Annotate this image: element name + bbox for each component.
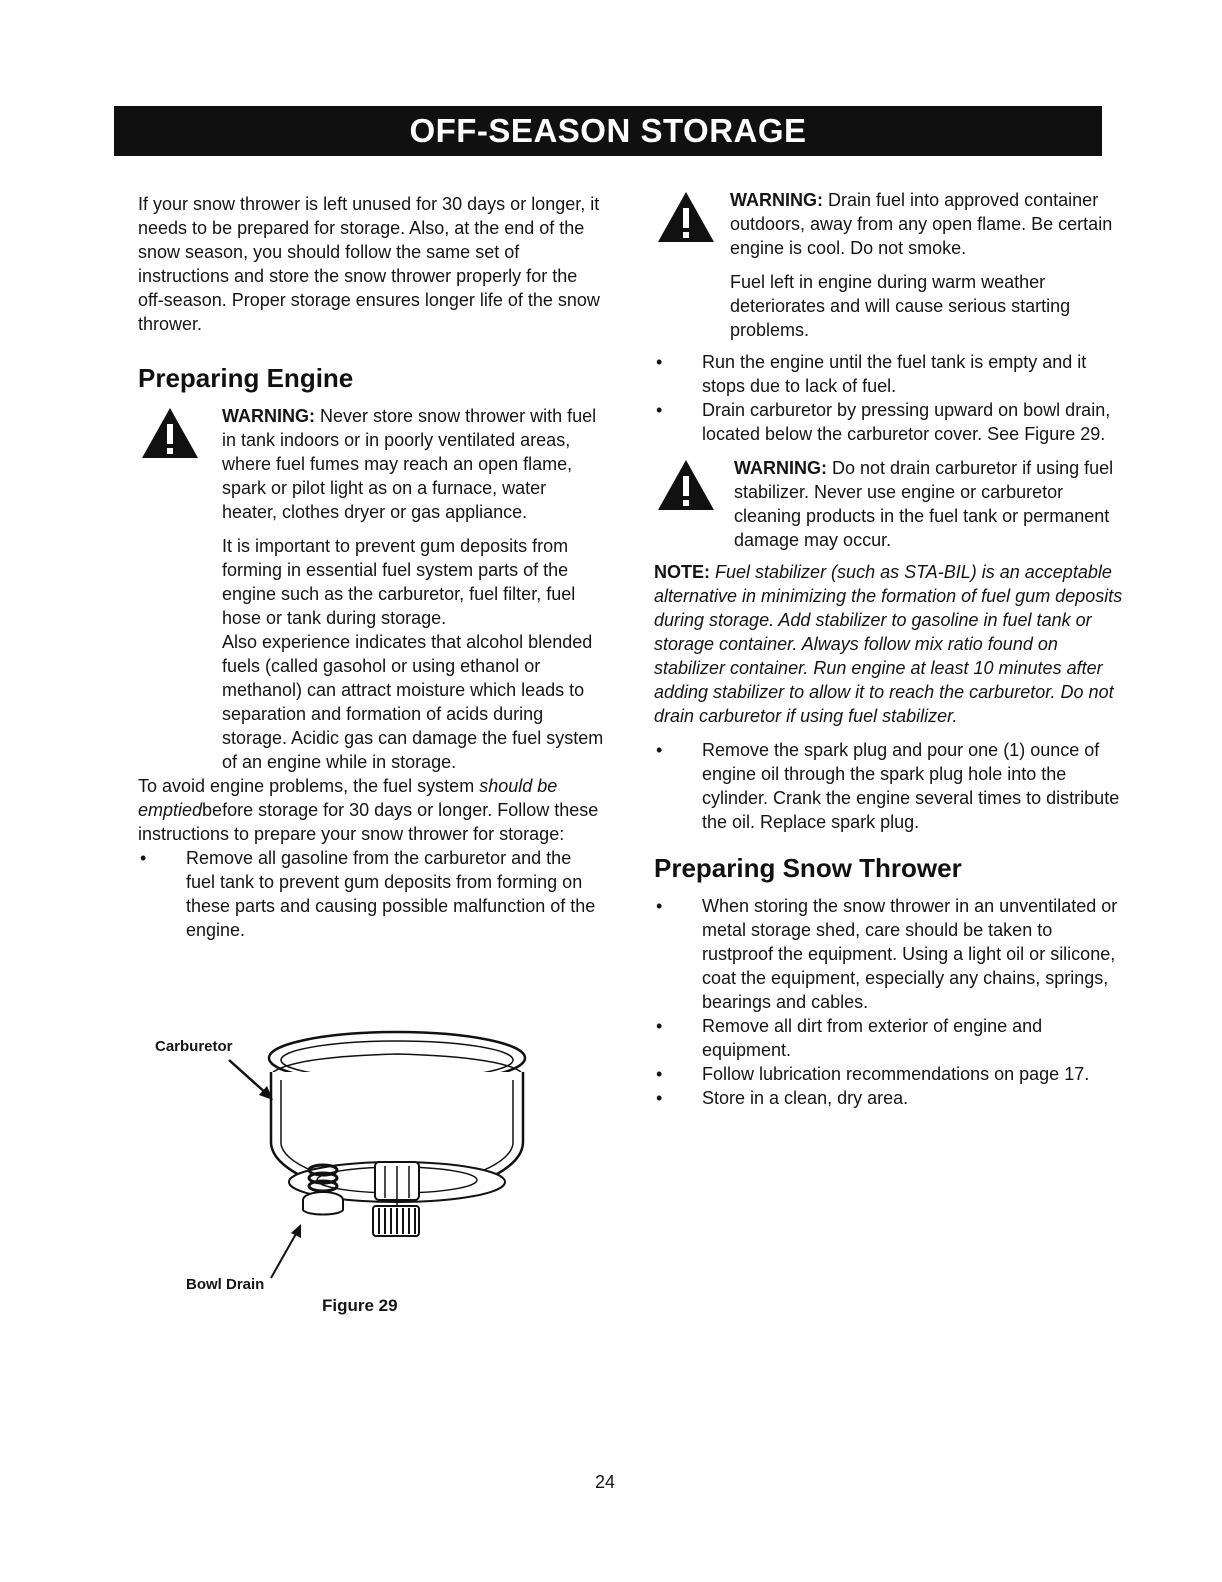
warning-text: Do not drain carburetor if using fuel stabilizer. Never use engine or carburetor cleaning products in the fuel tank or permanent damage may occur.	[734, 458, 1114, 550]
page-title-banner	[114, 106, 1102, 156]
warning-label: WARNING:	[734, 458, 827, 478]
list-item: • When storing the snow thrower in an unventilated or metal storage shed, care should be taken to rustproof the equipment. Using a light oil or silicone, coat the equipment, especially any chains, springs, bearings and cables.	[656, 896, 1118, 1012]
list-item: • Drain carburetor by pressing upward on bowl drain, located below the carburetor cover. See Figure 29.	[656, 400, 1111, 444]
bowl-drain-label: Bowl Drain	[186, 1276, 265, 1293]
bullet-icon: •	[656, 740, 663, 760]
note-paragraph	[654, 560, 1124, 728]
warning-block-stabilizer	[654, 456, 1124, 552]
page-number: 24	[595, 1472, 616, 1492]
list-item: • Remove all dirt from exterior of engine and equipment.	[656, 1016, 1043, 1060]
right-column	[654, 188, 1124, 1110]
bullet-icon: •	[656, 400, 663, 420]
list-item: • Follow lubrication recommendations on page 17.	[656, 1064, 1090, 1084]
list-item: • Run the engine until the fuel tank is empty and it stops due to lack of fuel.	[656, 352, 1087, 396]
bullet-icon: •	[656, 352, 663, 372]
bullet-icon: •	[656, 1064, 663, 1084]
list-item: • Remove all gasoline from the carburetor and the fuel tank to prevent gum deposits from forming on these parts and causing possible malfunction of the engine.	[140, 848, 596, 940]
list-item: • Store in a clean, dry area.	[656, 1088, 909, 1108]
note-label: NOTE:	[654, 562, 710, 582]
engine-prep-list	[654, 350, 1124, 446]
left-column	[138, 192, 604, 942]
bullet-icon: •	[656, 896, 663, 916]
gum-deposits-paragraph: It is important to prevent gum deposits from forming in essential fuel system parts of the engine such as the carburetor, fuel filter, fuel hose or tank during storage.	[222, 536, 576, 628]
warning-block-storage	[138, 404, 604, 774]
snow-thrower-list	[654, 894, 1124, 1110]
note-text: Fuel stabilizer (such as STA-BIL) is an acceptable alternative in minimizing the formation of fuel gum deposits during storage. Add stabilizer to gasoline in fuel tank or storage container. Always follow mix ratio found on stabilizer container. Run engine at least 10 minutes after adding stabilizer to allow it to reach the carburetor. Do not drain carburetor if using fuel stabilizer.	[654, 562, 1123, 726]
warning-triangle-icon	[654, 188, 718, 246]
bullet-icon: •	[140, 848, 147, 868]
bullet-icon: •	[656, 1088, 663, 1108]
bullet-icon: •	[656, 1016, 663, 1036]
avoid-problems-paragraph: To avoid engine problems, the fuel system should be emptiedbefore storage for 30 days or longer. Follow these instructions to prepare your snow thrower for storage:	[138, 776, 599, 844]
intro-paragraph: If your snow thrower is left unused for 30 days or longer, it needs to be prepared for storage. Also, at the end of the snow season, you should follow the same set of instructions and store the snow thrower properly for the off-season. Proper storage ensures longer life of the snow thrower.	[138, 194, 600, 334]
preparing-snow-thrower-heading: Preparing Snow Thrower	[654, 853, 962, 883]
carburetor-label: Carburetor	[155, 1038, 233, 1055]
carburetor-bowl-drawing	[225, 1020, 545, 1282]
figure-caption: Figure 29	[322, 1296, 398, 1315]
fuel-left-paragraph: Fuel left in engine during warm weather deteriorates and will cause serious starting problems.	[730, 272, 1071, 340]
warning-triangle-icon	[138, 404, 202, 462]
page-title: OFF-SEASON STORAGE	[409, 112, 807, 149]
warning-text: Never store snow thrower with fuel in tank indoors or in poorly ventilated areas, where fuel fumes may reach an open flame, spark or pilot light as on a furnace, water heater, clothes dryer or gas appliance.	[222, 406, 597, 522]
warning-label: WARNING:	[222, 406, 315, 426]
warning-text: Drain fuel into approved container outdoors, away from any open flame. Be certain engine is cool. Do not smoke.	[730, 190, 1113, 258]
warning-label: WARNING:	[730, 190, 823, 210]
list-item: • Remove the spark plug and pour one (1) ounce of engine oil through the spark plug hole into the cylinder. Crank the engine several times to distribute the oil. Replace spark plug.	[656, 740, 1120, 832]
alcohol-fuels-paragraph: Also experience indicates that alcohol blended fuels (called gasohol or using ethanol or methanol) can attract moisture which leads to separation and formation of acids during storage. Acidic gas can damage the fuel system of an engine while in storage.	[222, 632, 604, 772]
warning-block-drain	[654, 188, 1124, 342]
warning-triangle-icon	[654, 456, 718, 514]
preparing-engine-heading: Preparing Engine	[138, 363, 354, 393]
